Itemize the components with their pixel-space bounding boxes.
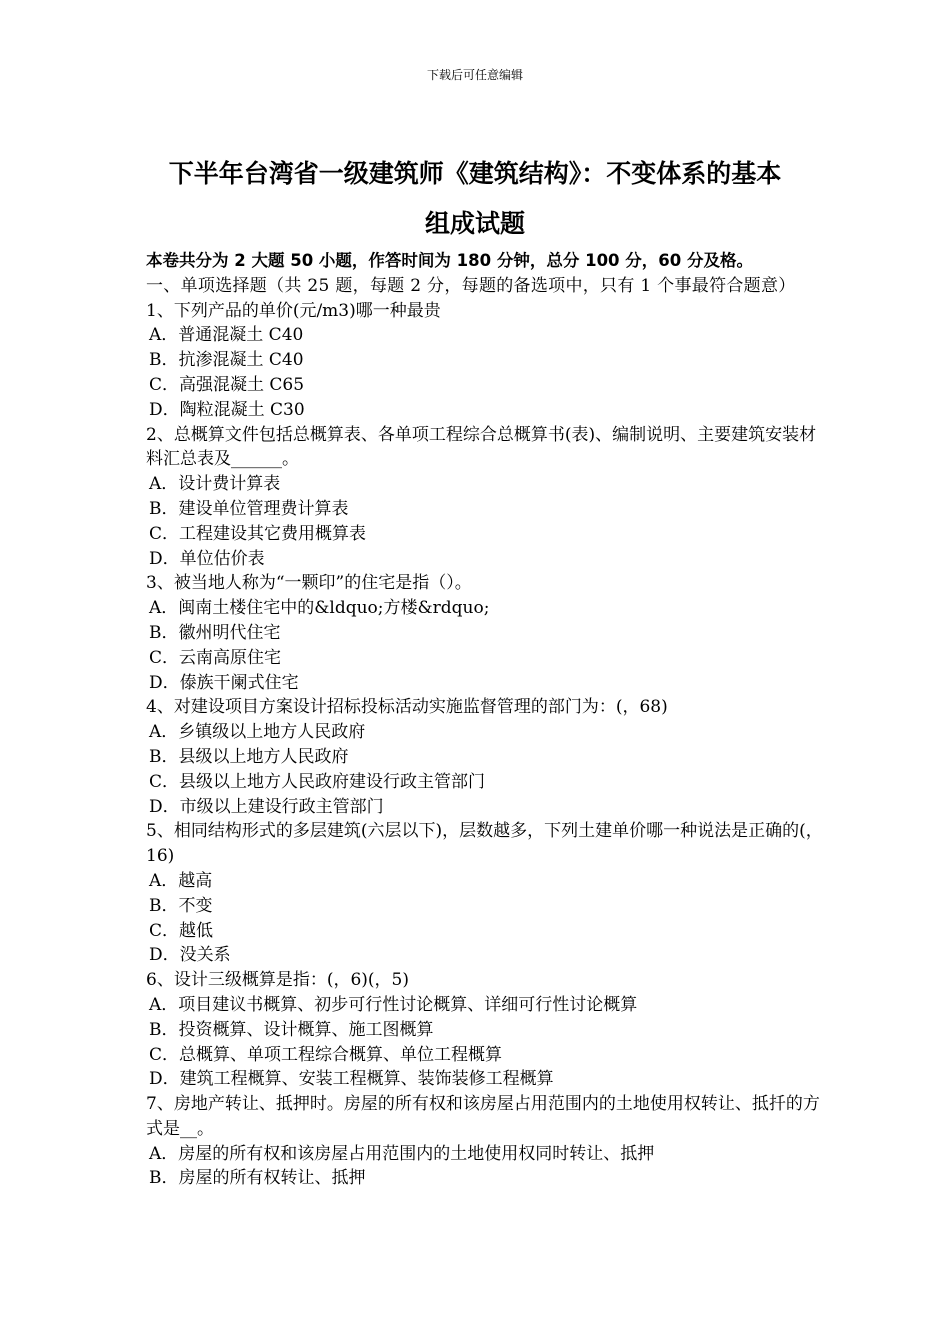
question-text: 3、被当地人称为“一颗印”的住宅是指（）。 (146, 573, 472, 594)
question-7 (146, 1092, 826, 1191)
document-title-line1: 下半年台湾省一级建筑师《建筑结构》：不变体系的基本 (168, 159, 782, 188)
option-c: C．总概算、单项工程综合概算、单位工程概算 (149, 1044, 503, 1065)
question-2 (146, 423, 826, 572)
question-6 (146, 968, 826, 1092)
option-b: B．房屋的所有权转让、抵押 (149, 1168, 366, 1189)
option-a: A．乡镇级以上地方人民政府 (149, 722, 366, 743)
question-text: 7、房地产转让、抵押时。房屋的所有权和该房屋占用范围内的土地使用权转让、抵扦的方式是__。 (146, 1094, 820, 1139)
question-4 (146, 695, 826, 819)
question-1 (146, 299, 826, 423)
option-c: C．工程建设其它费用概算表 (149, 523, 367, 544)
option-c: C．云南高原住宅 (149, 647, 282, 668)
exam-intro: 本卷共分为 2 大题 50 小题，作答时间为 180 分钟，总分 100 分，60 分及格。 (146, 251, 753, 270)
option-c: C．高强混凝土 C65 (149, 374, 305, 395)
option-b: B．投资概算、设计概算、施工图概算 (149, 1019, 434, 1040)
page-header: 下载后可任意编辑 (426, 68, 523, 82)
option-b: B．不变 (149, 895, 213, 916)
option-d: D．陶粒混凝土 C30 (149, 399, 305, 420)
option-c: C．越低 (149, 920, 214, 941)
option-a: A．设计费计算表 (149, 474, 281, 495)
option-b: B．徽州明代住宅 (149, 622, 281, 643)
option-d: D．建筑工程概算、安装工程概算、装饰装修工程概算 (149, 1069, 554, 1090)
question-text: 6、设计三级概算是指：(，6)(，5) (146, 970, 409, 991)
question-text: 4、对建设项目方案设计招标投标活动实施监督管理的部门为：(，68) (146, 697, 668, 718)
option-a: A．普通混凝土 C40 (149, 325, 304, 346)
question-text: 1、下列产品的单价(元/m3)哪一种最贵 (146, 300, 441, 321)
option-d: D．市级以上建设行政主管部门 (149, 796, 384, 817)
option-a: A．项目建议书概算、初步可行性讨论概算、详细可行性讨论概算 (149, 994, 638, 1015)
question-5 (146, 819, 826, 968)
option-d: D．傣族干阑式住宅 (149, 672, 299, 693)
option-c: C．县级以上地方人民政府建设行政主管部门 (149, 771, 486, 792)
document-body (146, 249, 826, 1191)
question-text: 5、相同结构形式的多层建筑(六层以下)，层数越多，下列土建单价哪一种说法是正确的(，16) (146, 821, 823, 867)
option-a: A．闽南土楼住宅中的&ldquo;方楼&rdquo; (149, 598, 490, 619)
document-title-line2: 组成试题 (424, 209, 525, 238)
option-b: B．抗渗混凝土 C40 (149, 350, 304, 371)
question-3 (146, 571, 826, 695)
option-b: B．建设单位管理费计算表 (149, 498, 349, 519)
option-b: B．县级以上地方人民政府 (149, 746, 349, 767)
option-a: A．越高 (149, 870, 213, 891)
question-text: 2、总概算文件包括总概算表、各单项工程综合总概算书(表)、编制说明、主要建筑安装材料汇总表及______。 (146, 424, 817, 470)
option-a: A．房屋的所有权和该房屋占用范围内的土地使用权同时转让、抵押 (149, 1143, 655, 1164)
option-d: D．单位估价表 (149, 548, 265, 569)
section-heading: 一、单项选择题（共 25 题，每题 2 分，每题的备选项中，只有 1 个事最符合题意） (146, 275, 796, 296)
option-d: D．没关系 (149, 945, 231, 966)
